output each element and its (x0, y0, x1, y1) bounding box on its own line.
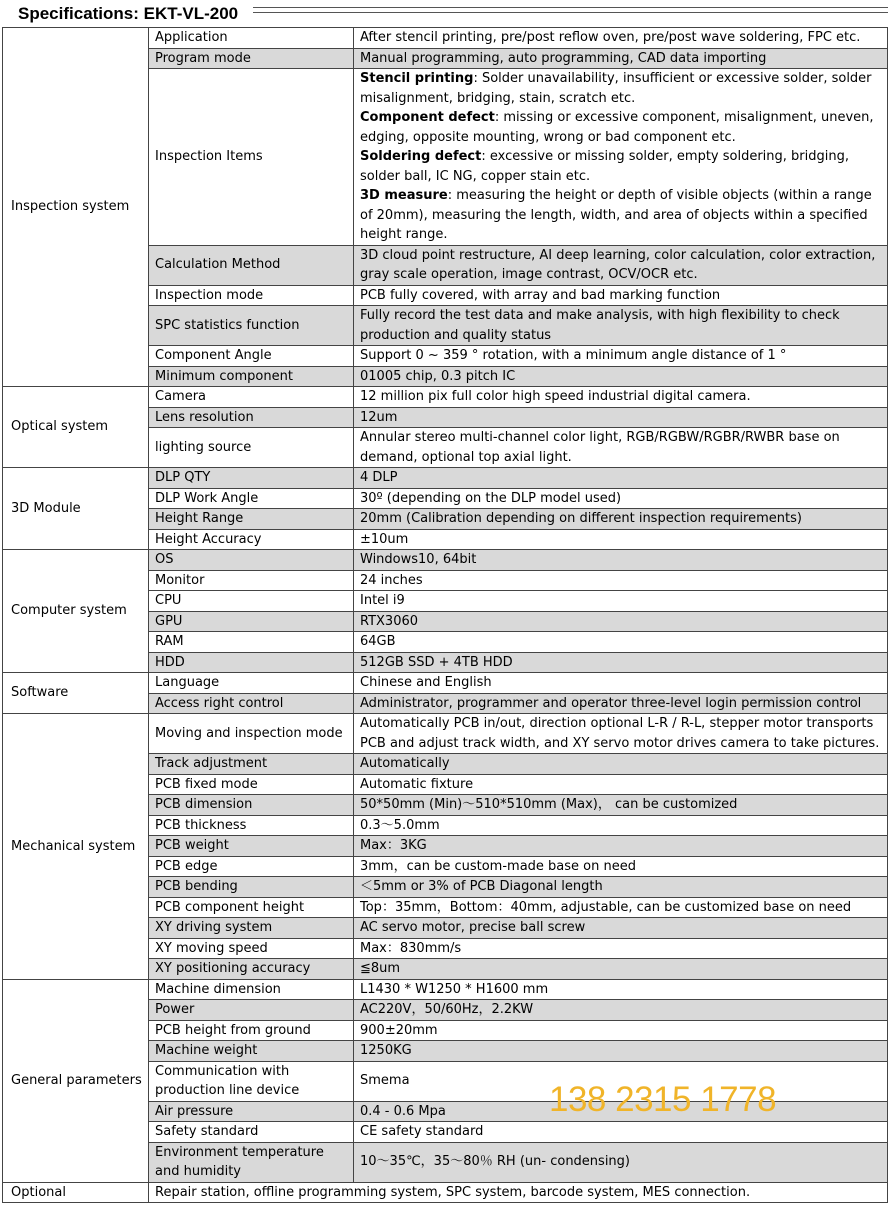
spec-item: OS (149, 550, 354, 571)
phone-watermark: 138 2315 1778 (549, 1080, 777, 1119)
spec-item: HDD (149, 652, 354, 673)
group-label: Software (3, 673, 149, 714)
spec-row (3, 387, 888, 408)
spec-value: 512GB SSD + 4TB HDD (354, 652, 888, 673)
spec-item: DLP Work Angle (149, 488, 354, 509)
spec-value: AC220V，50/60Hz，2.2KW (354, 1000, 888, 1021)
spec-item: lighting source (149, 428, 354, 468)
spec-value: Top：35mm，Bottom：40mm, adjustable, can be customized base on need (354, 897, 888, 918)
group-label: 3D Module (3, 468, 149, 550)
spec-item: PCB dimension (149, 795, 354, 816)
inspection-item-entry (360, 147, 881, 186)
spec-value: 20mm (Calibration depending on different inspection requirements) (354, 509, 888, 530)
spec-item: Communication with production line device (149, 1061, 354, 1101)
spec-row (3, 1182, 888, 1203)
spec-value: 50*50mm (Min)～510*510mm (Max)， can be customized (354, 795, 888, 816)
spec-item: Environment temperature and humidity (149, 1142, 354, 1182)
spec-item: PCB thickness (149, 815, 354, 836)
spec-item: PCB edge (149, 856, 354, 877)
spec-item: Track adjustment (149, 754, 354, 775)
spec-value: ＜5mm or 3% of PCB Diagonal length (354, 877, 888, 898)
spec-table (2, 27, 888, 1203)
spec-value: After stencil printing, pre/post reflow oven, pre/post wave soldering, FPC etc. (354, 28, 888, 49)
spec-item: CPU (149, 591, 354, 612)
spec-value: Fully record the test data and make analysis, with high flexibility to check production and quality status (354, 306, 888, 346)
inspection-item-entry (360, 186, 881, 245)
spec-item: XY moving speed (149, 938, 354, 959)
spec-item: Moving and inspection mode (149, 714, 354, 754)
spec-value: Automatically PCB in/out, direction optional L-R / R-L, stepper motor transports PCB and adjust track width, and XY servo motor drives camera to take pictures. (354, 714, 888, 754)
spec-value: 0.4 - 0.6 Mpa (354, 1101, 888, 1122)
spec-item: Access right control (149, 693, 354, 714)
spec-value: 01005 chip, 0.3 pitch IC (354, 366, 888, 387)
spec-item: PCB fixed mode (149, 774, 354, 795)
spec-row (3, 714, 888, 754)
spec-row (3, 979, 888, 1000)
spec-item: Lens resolution (149, 407, 354, 428)
defect-category-text: : missing or excessive component, misalignment, uneven, edging, opposite mounting, wrong or bad component etc. (360, 110, 874, 145)
defect-category-label: Soldering defect (360, 149, 482, 164)
defect-category-label: Stencil printing (360, 71, 474, 86)
spec-value: 30º (depending on the DLP model used) (354, 488, 888, 509)
spec-value: Repair station, offline programming system, SPC system, barcode system, MES connection. (149, 1182, 888, 1203)
spec-value: 64GB (354, 632, 888, 653)
spec-item: Component Angle (149, 346, 354, 367)
spec-value: Automatically (354, 754, 888, 775)
defect-category-label: Component defect (360, 110, 495, 125)
spec-item: Application (149, 28, 354, 49)
spec-value: PCB fully covered, with array and bad marking function (354, 285, 888, 306)
spec-value: AC servo motor, precise ball screw (354, 918, 888, 939)
group-label: Mechanical system (3, 714, 149, 980)
spec-value: 3D cloud point restructure, AI deep learning, color calculation, color extraction, gray scale operation, image contrast, OCV/OCR etc. (354, 245, 888, 285)
spec-value: CE safety standard (354, 1122, 888, 1143)
spec-item: PCB bending (149, 877, 354, 898)
spec-value: L1430 * W1250 * H1600 mm (354, 979, 888, 1000)
spec-value: Chinese and English (354, 673, 888, 694)
spec-value: 3mm，can be custom-made base on need (354, 856, 888, 877)
spec-value (354, 69, 888, 246)
spec-item: PCB height from ground (149, 1020, 354, 1041)
defect-category-text: : measuring the height or depth of visible objects (within a range of 20mm), measuring the length, width, and area of objects within a specified height range. (360, 188, 872, 242)
spec-row (3, 28, 888, 49)
spec-item: Power (149, 1000, 354, 1021)
page-title: Specifications: EKT-VL-200 (18, 4, 239, 23)
spec-item: Minimum component (149, 366, 354, 387)
spec-value: Support 0 ~ 359 ° rotation, with a minimum angle distance of 1 ° (354, 346, 888, 367)
spec-value: Smema (354, 1061, 888, 1101)
spec-value: 1250KG (354, 1041, 888, 1062)
spec-value: 0.3～5.0mm (354, 815, 888, 836)
spec-item: SPC statistics function (149, 306, 354, 346)
spec-item: GPU (149, 611, 354, 632)
spec-value: 12 million pix full color high speed industrial digital camera. (354, 387, 888, 408)
spec-value: RTX3060 (354, 611, 888, 632)
spec-value: Max：3KG (354, 836, 888, 857)
title-rule (253, 12, 888, 13)
spec-item: Calculation Method (149, 245, 354, 285)
spec-item: Height Range (149, 509, 354, 530)
group-label: Computer system (3, 550, 149, 673)
spec-value: Manual programming, auto programming, CAD data importing (354, 48, 888, 69)
spec-value: Windows10, 64bit (354, 550, 888, 571)
spec-row (3, 673, 888, 694)
spec-value: Automatic fixture (354, 774, 888, 795)
group-label: Optical system (3, 387, 149, 468)
spec-value: ≦8um (354, 959, 888, 980)
spec-row (3, 468, 888, 489)
spec-item: XY positioning accuracy (149, 959, 354, 980)
group-label: General parameters (3, 979, 149, 1182)
group-label: Inspection system (3, 28, 149, 387)
spec-item: Machine dimension (149, 979, 354, 1000)
spec-item: Inspection mode (149, 285, 354, 306)
defect-category-label: 3D measure (360, 188, 448, 203)
spec-item: Safety standard (149, 1122, 354, 1143)
spec-item: PCB component height (149, 897, 354, 918)
spec-value: 24 inches (354, 570, 888, 591)
spec-value: 4 DLP (354, 468, 888, 489)
defect-category-text: : Solder unavailability, insufficient or excessive solder, solder misalignment, bridging, stain, scratch etc. (360, 71, 872, 106)
spec-item: Air pressure (149, 1101, 354, 1122)
spec-value: ±10um (354, 529, 888, 550)
spec-item: XY driving system (149, 918, 354, 939)
spec-value: Max：830mm/s (354, 938, 888, 959)
spec-value: 900±20mm (354, 1020, 888, 1041)
spec-value: 10～35℃，35～80％ RH (un- condensing) (354, 1142, 888, 1182)
spec-value: Intel i9 (354, 591, 888, 612)
spec-item: DLP QTY (149, 468, 354, 489)
spec-item: Program mode (149, 48, 354, 69)
spec-item: Language (149, 673, 354, 694)
group-label: Optional (3, 1182, 149, 1203)
spec-item: PCB weight (149, 836, 354, 857)
title-rule (253, 7, 888, 8)
spec-item: Machine weight (149, 1041, 354, 1062)
spec-value: 12um (354, 407, 888, 428)
defect-category-text: : excessive or missing solder, empty soldering, bridging, solder ball, IC NG, copper stain etc. (360, 149, 849, 184)
spec-value: Annular stereo multi-channel color light, RGB/RGBW/RGBR/RWBR base on demand, optional top axial light. (354, 428, 888, 468)
inspection-item-entry (360, 108, 881, 147)
spec-item: Monitor (149, 570, 354, 591)
inspection-item-entry (360, 69, 881, 108)
spec-item: RAM (149, 632, 354, 653)
spec-row (3, 550, 888, 571)
spec-value: Administrator, programmer and operator three-level login permission control (354, 693, 888, 714)
spec-item: Camera (149, 387, 354, 408)
spec-item: Height Accuracy (149, 529, 354, 550)
spec-item: Inspection Items (149, 69, 354, 246)
